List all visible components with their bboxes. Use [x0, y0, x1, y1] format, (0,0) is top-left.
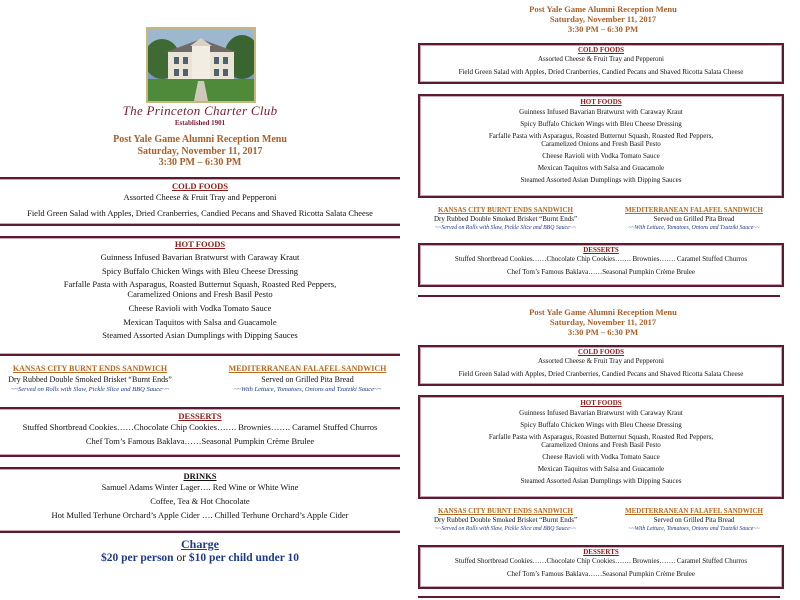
- kc-sandwich-description: Dry Rubbed Double Smoked Brisket “Burnt Ends”: [433, 516, 578, 525]
- menu-date: Saturday, November 11, 2017: [137, 145, 263, 157]
- menu-item: Steamed Assorted Asian Dumplings with Dipping Sauces: [520, 477, 682, 486]
- menu-item: Guinness Infused Bavarian Bratwurst with Caraway Kraut: [100, 251, 300, 262]
- desserts-heading: DESSERTS: [583, 548, 619, 556]
- menu-item: Stuffed Shortbread Cookies……Chocolate Chip Cookies……. Brownies……. Caramel Stuffed Churros: [454, 557, 748, 566]
- menu-item: Chef Tom’s Famous Baklava……Seasonal Pumpkin Crème Brulee: [507, 268, 695, 277]
- menu-item: Assorted Cheese & Fruit Tray and Pepperoni: [123, 192, 277, 203]
- kc-sandwich-description: Dry Rubbed Double Smoked Brisket “Burnt Ends”: [8, 374, 172, 384]
- falafel-sandwich-description: Served on Grilled Pita Bread: [653, 516, 735, 525]
- hot-foods-heading: HOT FOODS: [580, 399, 622, 407]
- falafel-sandwich-note: ~~With Lettuce, Tomatoes, Onions and Tzatziki Sauce~~: [233, 385, 382, 393]
- menu-item: Spicy Buffalo Chicken Wings with Bleu Cheese Dressing: [520, 120, 682, 129]
- menu-time: 3:30 PM – 6:30 PM: [567, 23, 639, 34]
- menu-title-block: [418, 5, 788, 34]
- menu-page-right: [418, 0, 800, 600]
- menu-time: 3:30 PM – 6:30 PM: [158, 157, 242, 168]
- drinks-heading: DRINKS: [183, 471, 217, 481]
- kc-sandwich-note: ~~Served on Rolls with Slaw, Pickle Slice and BBQ Sauce~~: [435, 525, 576, 532]
- kc-sandwich-block: [418, 206, 593, 233]
- price-adult: $20 per person: [100, 552, 174, 564]
- menu-item: Cheese Ravioli with Vodka Tomato Sauce: [542, 152, 660, 161]
- price-or: or: [176, 552, 187, 564]
- cold-foods-heading: COLD FOODS: [577, 348, 625, 356]
- hot-foods-section: [418, 395, 784, 499]
- kc-sandwich-block: [418, 507, 593, 534]
- menu-item: Chef Tom’s Famous Baklava……Seasonal Pumpkin Crème Brulee: [85, 436, 315, 447]
- desserts-section: [418, 243, 784, 287]
- menu-item: Assorted Cheese & Fruit Tray and Pepperoni: [538, 55, 664, 64]
- desserts-section: [418, 545, 784, 589]
- menu-item: Spicy Buffalo Chicken Wings with Bleu Cheese Dressing: [520, 421, 682, 430]
- menu-item: Field Green Salad with Apples, Dried Cranberries, Candied Pecans and Shaved Ricotta Salata Cheese: [458, 68, 744, 77]
- menu-item: Hot Mulled Terhune Orchard’s Apple Cider …. Chilled Terhune Orchard’s Apple Cider: [51, 510, 349, 521]
- section-divider: [418, 596, 780, 600]
- menu-item: Samuel Adams Winter Lager…. Red Wine or White Wine: [101, 482, 299, 493]
- menu-item: Field Green Salad with Apples, Dried Cranberries, Candied Pecans and Shaved Ricotta Salata Cheese: [458, 370, 744, 379]
- menu-item: Caramelized Onions and Fresh Basil Pesto: [127, 289, 273, 300]
- menu-item: Farfalle Pasta with Asparagus, Roasted Butternut Squash, Roasted Red Peppers,: [488, 433, 714, 442]
- menu-item: Stuffed Shortbread Cookies……Chocolate Chip Cookies……. Brownies……. Caramel Stuffed Churros: [22, 422, 378, 433]
- menu-title: Post Yale Game Alumni Reception Menu: [113, 134, 287, 145]
- menu-item: Caramelized Onions and Fresh Basil Pesto: [541, 441, 661, 450]
- kc-sandwich-title: KANSAS CITY BURNT ENDS SANDWICH: [438, 507, 573, 515]
- menu-item: Farfalle Pasta with Asparagus, Roasted Butternut Squash, Roasted Red Peppers,: [63, 279, 337, 290]
- kc-sandwich-description: Dry Rubbed Double Smoked Brisket “Burnt Ends”: [433, 215, 578, 224]
- hot-foods-heading: HOT FOODS: [174, 239, 226, 249]
- kc-sandwich-block: [0, 364, 180, 394]
- menu-title-block: [418, 308, 788, 337]
- menu-date: Saturday, November 11, 2017: [549, 316, 657, 327]
- kc-sandwich-note: ~~Served on Rolls with Slaw, Pickle Slice and BBQ Sauce~~: [11, 385, 169, 393]
- cold-foods-section: [418, 43, 784, 84]
- club-established: Established 1901: [174, 119, 226, 127]
- kc-sandwich-title: KANSAS CITY BURNT ENDS SANDWICH: [438, 206, 573, 214]
- hot-foods-section: [0, 236, 400, 356]
- section-divider: [418, 295, 780, 300]
- menu-item: Farfalle Pasta with Asparagus, Roasted Butternut Squash, Roasted Red Peppers,: [488, 132, 714, 141]
- falafel-sandwich-title: MEDITERRANEAN FALAFEL SANDWICH: [625, 206, 763, 214]
- menu-title: Post Yale Game Alumni Reception Menu: [529, 4, 677, 14]
- falafel-sandwich-title: MEDITERRANEAN FALAFEL SANDWICH: [625, 507, 763, 515]
- kc-sandwich-title: KANSAS CITY BURNT ENDS SANDWICH: [12, 364, 168, 373]
- drinks-section: [0, 467, 400, 533]
- menu-item: Mexican Taquitos with Salsa and Guacamole: [123, 316, 277, 327]
- cold-foods-heading: COLD FOODS: [577, 46, 625, 54]
- menu-item: Cheese Ravioli with Vodka Tomato Sauce: [542, 453, 660, 462]
- falafel-sandwich-description: Served on Grilled Pita Bread: [653, 215, 735, 224]
- menu-time: 3:30 PM – 6:30 PM: [567, 326, 639, 337]
- menu-item: Assorted Cheese & Fruit Tray and Pepperoni: [538, 357, 664, 366]
- charge-prices: [0, 552, 400, 564]
- desserts-section: [0, 407, 400, 457]
- cold-foods-section: [418, 345, 784, 386]
- menu-item: Cheese Ravioli with Vodka Tomato Sauce: [128, 302, 272, 313]
- falafel-sandwich-title: MEDITERRANEAN FALAFEL SANDWICH: [228, 364, 387, 373]
- hot-foods-section: [418, 94, 784, 198]
- club-name: The Princeton Charter Club: [122, 103, 278, 118]
- falafel-sandwich-block: [215, 364, 400, 394]
- desserts-heading: DESSERTS: [583, 246, 619, 254]
- cold-foods-heading: COLD FOODS: [172, 181, 228, 191]
- menu-item: Mexican Taquitos with Salsa and Guacamole: [537, 465, 665, 474]
- menu-item: Spicy Buffalo Chicken Wings with Bleu Cheese Dressing: [101, 265, 298, 276]
- menu-item: Coffee, Tea & Hot Chocolate: [150, 496, 250, 507]
- menu-title: Post Yale Game Alumni Reception Menu: [529, 307, 677, 317]
- kc-sandwich-note: ~~Served on Rolls with Slaw, Pickle Slice and BBQ Sauce~~: [435, 224, 576, 231]
- price-child: $10 per child under 10: [188, 552, 300, 564]
- falafel-sandwich-block: [608, 507, 780, 534]
- falafel-sandwich-note: ~~With Lettuce, Tomatoes, Onions and Tzatziki Sauce~~: [628, 525, 760, 532]
- hot-foods-heading: HOT FOODS: [580, 98, 622, 106]
- desserts-heading: DESSERTS: [178, 411, 222, 421]
- menu-date: Saturday, November 11, 2017: [549, 13, 657, 24]
- menu-item: Guinness Infused Bavarian Bratwurst with Caraway Kraut: [519, 108, 683, 117]
- falafel-sandwich-note: ~~With Lettuce, Tomatoes, Onions and Tzatziki Sauce~~: [628, 224, 760, 231]
- falafel-sandwich-description: Served on Grilled Pita Bread: [261, 374, 354, 384]
- clubhouse-photo: [146, 27, 256, 103]
- menu-title-block: [0, 134, 400, 169]
- menu-item: Steamed Assorted Asian Dumplings with Dipping Sauces: [520, 176, 682, 185]
- menu-item: Chef Tom’s Famous Baklava……Seasonal Pumpkin Crème Brulee: [507, 570, 695, 579]
- falafel-sandwich-block: [608, 206, 780, 233]
- menu-item: Stuffed Shortbread Cookies……Chocolate Chip Cookies……. Brownies……. Caramel Stuffed Churros: [454, 255, 748, 264]
- menu-item: Field Green Salad with Apples, Dried Cranberries, Candied Pecans and Shaved Ricotta Salata Cheese: [27, 208, 373, 219]
- menu-item: Mexican Taquitos with Salsa and Guacamole: [537, 164, 665, 173]
- menu-item: Caramelized Onions and Fresh Basil Pesto: [541, 140, 661, 149]
- menu-item: Steamed Assorted Asian Dumplings with Dipping Sauces: [102, 330, 298, 341]
- charge-heading: Charge: [181, 537, 219, 551]
- cold-foods-section: [0, 177, 400, 226]
- menu-item: Guinness Infused Bavarian Bratwurst with Caraway Kraut: [519, 409, 683, 418]
